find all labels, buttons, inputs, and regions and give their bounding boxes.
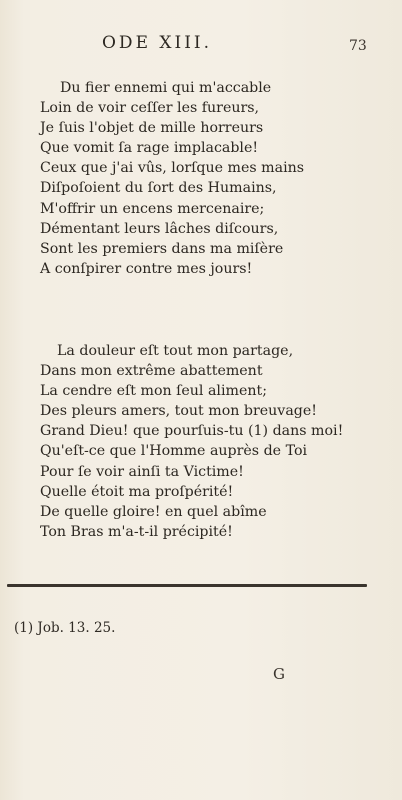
verse-line: Que vomit ſa rage implacable!: [40, 140, 259, 157]
verse-line: Dans mon extrême abattement: [40, 363, 263, 380]
stanza-2: [40, 341, 343, 542]
footnote: (1) Job. 13. 25.: [14, 620, 116, 636]
horizontal-rule: [7, 584, 367, 587]
verse-line: A conſpirer contre mes jours!: [40, 260, 253, 277]
page-number: 73: [349, 38, 367, 54]
verse-line: Quelle étoit ma proſpérité!: [40, 483, 234, 500]
verse-line: Grand Dieu! que pourſuis-tu (1) dans moi!: [40, 423, 344, 440]
verse-line: Sont les premiers dans ma miſère: [40, 240, 284, 257]
verse-line: Je ſuis l'objet de mille horreurs: [40, 120, 264, 137]
verse-line: De quelle gloire! en quel abîme: [40, 503, 267, 520]
page-header: [0, 33, 402, 57]
verse-line: Diſpoſoient du ſort des Humains,: [40, 180, 277, 197]
verse-line: La cendre eſt mon ſeul aliment;: [40, 383, 267, 400]
verse-line: Ceux que j'ai vûs, lorſque mes mains: [40, 160, 305, 177]
verse-line: La douleur eſt tout mon partage,: [57, 343, 294, 359]
verse-line: Démentant leurs lâches diſcours,: [40, 220, 279, 237]
verse-line: Du fier ennemi qui m'accable: [60, 80, 272, 96]
verse-line: Ton Bras m'a-t-il précipité!: [40, 523, 233, 540]
verse-line: Pour ſe voir ainſi ta Victime!: [40, 463, 244, 480]
stanza-1: [40, 78, 304, 279]
verse-line: Loin de voir ceſſer les fureurs,: [40, 100, 260, 117]
signature-mark: G: [273, 665, 285, 683]
verse-line: Des pleurs amers, tout mon breuvage!: [40, 403, 317, 420]
verse-line: Qu'eſt-ce que l'Homme auprès de Toi: [40, 443, 308, 460]
running-title: ODE XIII.: [102, 33, 213, 53]
verse-line: M'offrir un encens mercenaire;: [40, 200, 265, 217]
